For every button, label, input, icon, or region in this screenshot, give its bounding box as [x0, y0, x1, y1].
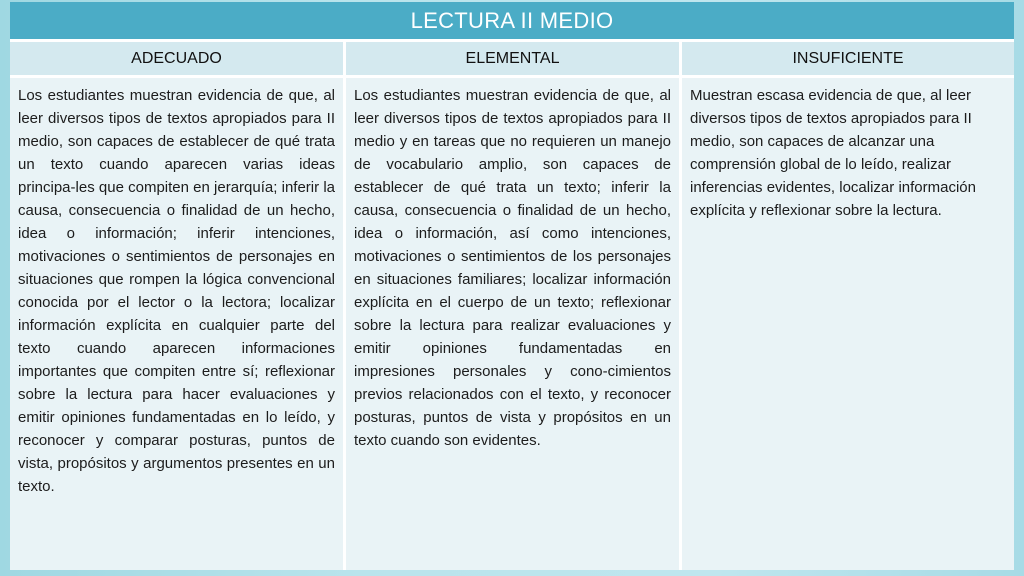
cell-insuficiente-description: Muestran escasa evidencia de que, al leer diversos tipos de textos apropiados para II medio, son capaces de alcanzar una comprensión global de lo leído, realizar inferencias evidentes, localizar información explícita y reflexionar sobre la lectura. [682, 78, 1014, 570]
column-header-elemental: ELEMENTAL [346, 42, 679, 75]
cell-elemental-description: Los estudiantes muestran evidencia de que, al leer diversos tipos de textos apropiados para II medio y en tareas que no requieren un manejo de vocabulario amplio, son capaces de establecer de qué trata un texto; inferir la causa, consecuencia o finalidad de un hecho, idea o información, así como intenciones, motivaciones o sentimientos de los personajes en situaciones familiares; localizar información explícita en el cuerpo de un texto; reflexionar sobre la lectura para realizar evaluaciones y emitir opiniones fundamentadas en impresiones personales y cono-cimientos previos relacionados con el texto, y reconocer posturas, puntos de vista y propósitos en un texto cuando son evidentes. [346, 78, 679, 570]
cell-adecuado-description: Los estudiantes muestran evidencia de que, al leer diversos tipos de textos apropiados para II medio, son capaces de establecer de qué trata un texto cuando aparecen varias ideas principa-les que compiten en jerarquía; inferir la causa, consecuencia o finalidad de un hecho, idea o información; inferir intenciones, motivaciones o sentimientos de personajes en situaciones que rompen la lógica convencional conocida por el lector o la lectora; localizar información explícita en cualquier parte del texto cuando aparecen informaciones importantes que compiten entre sí; reflexionar sobre la lectura para hacer evaluaciones y emitir opiniones fundamentadas en lo leído, y reconocer y comparar posturas, puntos de vista, propósitos y argumentos presentes en un texto. [10, 78, 343, 570]
column-header-insuficiente: INSUFICIENTE [682, 42, 1014, 75]
rubric-table [10, 2, 1014, 570]
column-header-adecuado: ADECUADO [10, 42, 343, 75]
table-title: LECTURA II MEDIO [10, 2, 1014, 39]
